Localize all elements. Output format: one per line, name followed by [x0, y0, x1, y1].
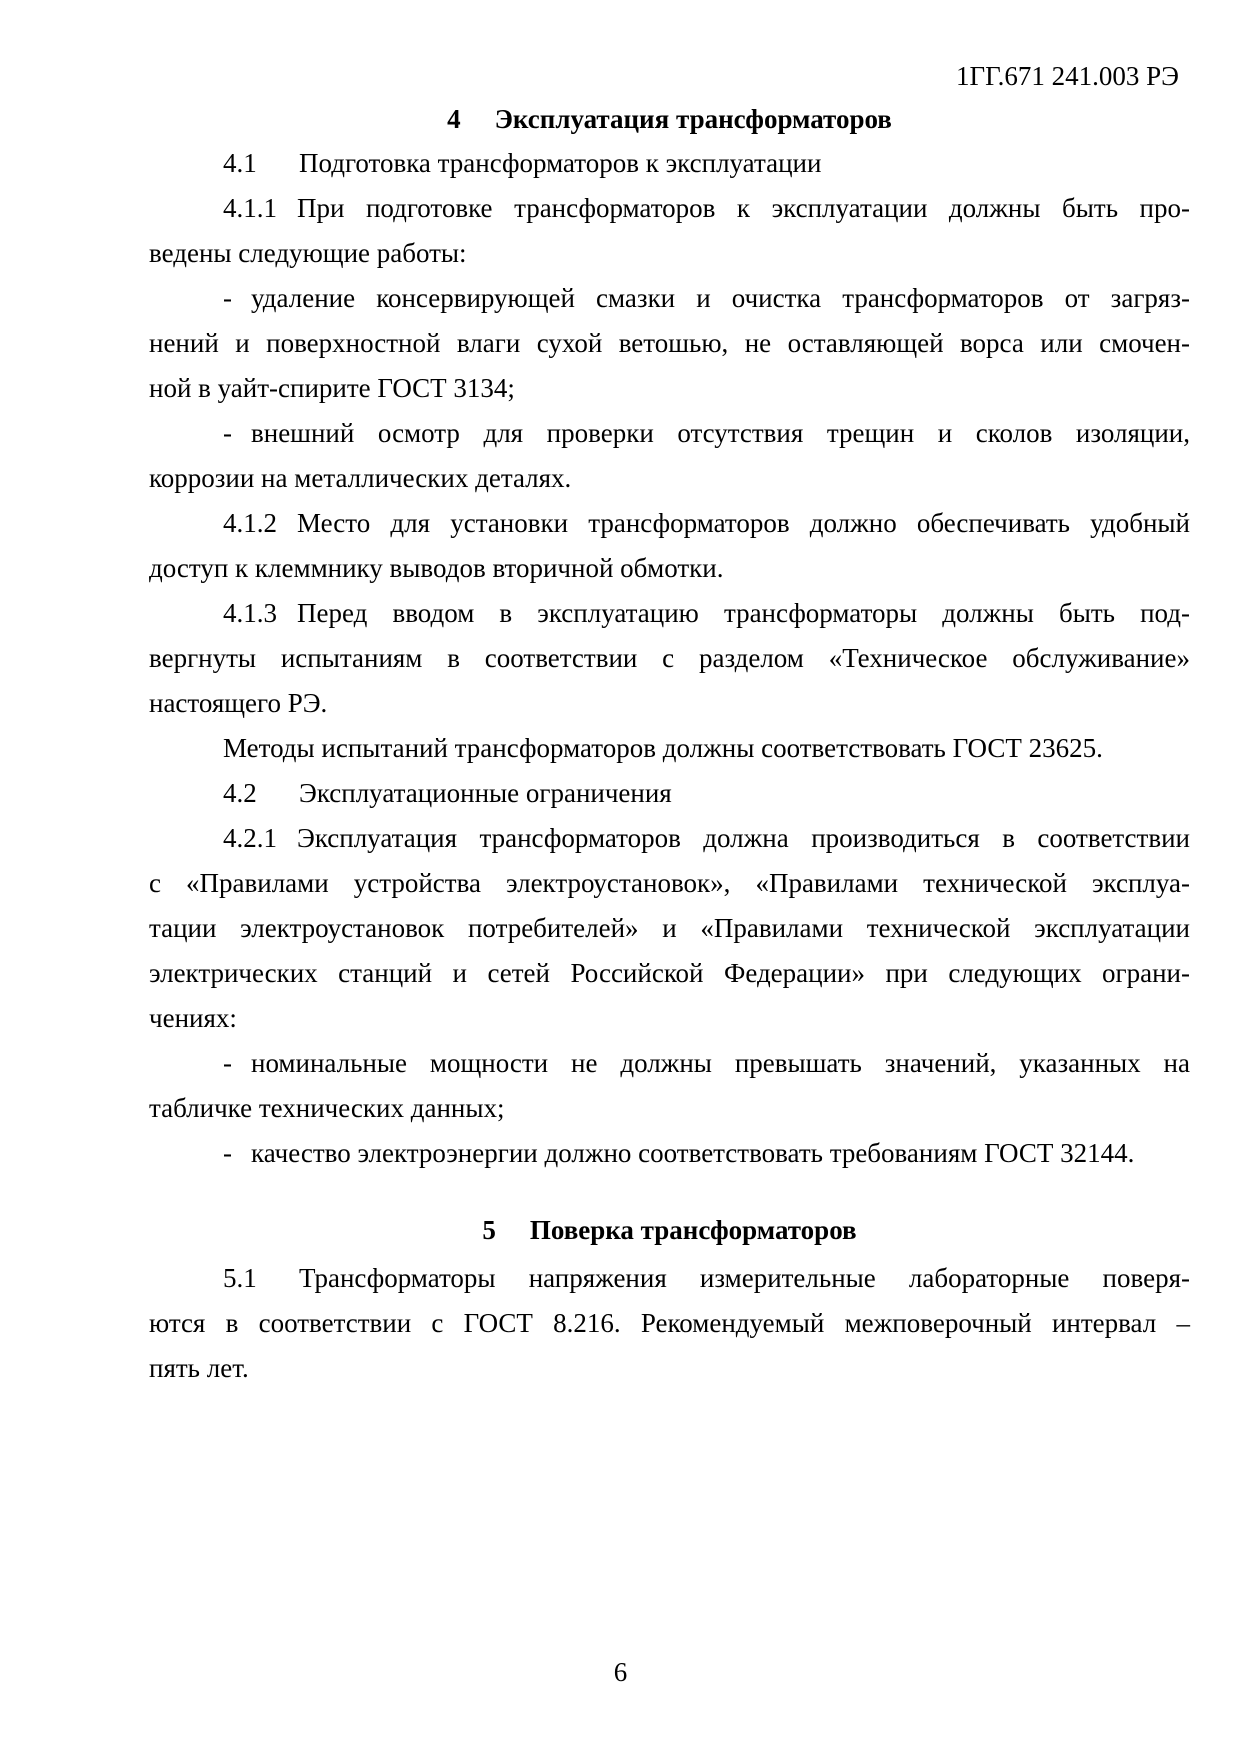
bullet-2-dash: - — [223, 418, 232, 448]
clause-4-2-1-line-1 — [223, 822, 1190, 854]
bullet-2-line-2: коррозии на металлических деталях. — [149, 463, 572, 493]
clause-4-2-1-line-4: электрических станций и сетей Российской Федерации» при следующих ограни- — [149, 958, 1190, 988]
section-5-heading — [149, 1214, 1190, 1246]
bullet-1-dash: - — [223, 283, 232, 313]
clause-4-1-3-number: 4.1.3 — [223, 598, 277, 628]
clause-4-1-1-line-1 — [223, 192, 1190, 224]
clause-5-1-text-1: Трансформаторы напряжения измерительные лабораторные поверя- — [299, 1263, 1190, 1293]
subsection-4-2-title: Эксплуатационные ограничения — [299, 778, 672, 808]
section-4-title: Эксплуатация трансформаторов — [494, 104, 892, 134]
bullet-3-line-2: табличке технических данных; — [149, 1093, 505, 1123]
methods-paragraph: Методы испытаний трансформаторов должны соответствовать ГОСТ 23625. — [223, 733, 1103, 763]
bullet-1-line-1 — [223, 282, 1190, 314]
page-number: 6 — [613, 1657, 628, 1687]
clause-4-1-2-line-2: доступ к клеммнику выводов вторичной обмотки. — [149, 553, 724, 583]
bullet-1-text-1: удаление консервирующей смазки и очистка трансформаторов от загряз- — [251, 283, 1190, 313]
clause-4-1-1-text-1: При подготовке трансформаторов к эксплуатации должны быть про- — [297, 193, 1190, 223]
subsection-4-1-number: 4.1 — [223, 148, 257, 178]
clause-4-1-2-text-1: Место для установки трансформаторов должно обеспечивать удобный — [297, 508, 1190, 538]
bullet-3-text-1: номинальные мощности не должны превышать значений, указанных на — [251, 1048, 1190, 1078]
clause-4-2-1-text-1: Эксплуатация трансформаторов должна производиться в соответствии — [297, 823, 1190, 853]
clause-4-1-1-number: 4.1.1 — [223, 193, 277, 223]
bullet-3-dash: - — [223, 1048, 232, 1078]
clause-5-1-line-3: пять лет. — [149, 1353, 249, 1383]
clause-4-1-3-line-3: настоящего РЭ. — [149, 688, 328, 718]
bullet-4-dash: - — [223, 1138, 232, 1168]
bullet-2-line-1 — [223, 417, 1190, 449]
subsection-4-1-title: Подготовка трансформаторов к эксплуатации — [299, 148, 822, 178]
bullet-4-text-1: качество электроэнергии должно соответствовать требованиям ГОСТ 32144. — [251, 1138, 1135, 1168]
clause-4-1-1-line-2: ведены следующие работы: — [149, 238, 467, 268]
subsection-4-2-heading — [223, 777, 672, 809]
clause-4-1-3-line-2: вергнуты испытаниям в соответствии с разделом «Техническое обслуживание» — [149, 643, 1190, 673]
clause-4-2-1-number: 4.2.1 — [223, 823, 277, 853]
bullet-4-line-1 — [223, 1137, 1134, 1169]
clause-4-1-2-line-1 — [223, 507, 1190, 539]
clause-4-2-1-line-3: тации электроустановок потребителей» и «Правилами технической эксплуатации — [149, 913, 1190, 943]
section-5-number: 5 — [482, 1215, 496, 1245]
clause-4-1-3-line-1 — [223, 597, 1190, 629]
clause-5-1-number: 5.1 — [223, 1263, 257, 1293]
clause-4-1-3-text-1: Перед вводом в эксплуатацию трансформаторы должны быть под- — [297, 598, 1190, 628]
section-5-title: Поверка трансформаторов — [529, 1215, 857, 1245]
bullet-2-text-1: внешний осмотр для проверки отсутствия трещин и сколов изоляции, — [251, 418, 1190, 448]
section-4-number: 4 — [447, 104, 461, 134]
bullet-1-line-2: нений и поверхностной влаги сухой ветошью, не оставляющей ворса или смочен- — [149, 328, 1190, 358]
subsection-4-1-heading — [223, 147, 821, 179]
clause-5-1-line-2: ются в соответствии с ГОСТ 8.216. Рекомендуемый межповерочный интервал – — [149, 1308, 1190, 1338]
bullet-1-line-3: ной в уайт-спирите ГОСТ 3134; — [149, 373, 515, 403]
subsection-4-2-number: 4.2 — [223, 778, 257, 808]
bullet-3-line-1 — [223, 1047, 1190, 1079]
clause-5-1-line-1 — [223, 1262, 1190, 1294]
clause-4-2-1-line-2: с «Правилами устройства электроустановок», «Правилами технической эксплуа- — [149, 868, 1190, 898]
document-code: 1ГГ.671 241.003 РЭ — [955, 61, 1179, 91]
section-4-heading — [149, 103, 1190, 135]
clause-4-1-2-number: 4.1.2 — [223, 508, 277, 538]
clause-4-2-1-line-5: чениях: — [149, 1003, 237, 1033]
